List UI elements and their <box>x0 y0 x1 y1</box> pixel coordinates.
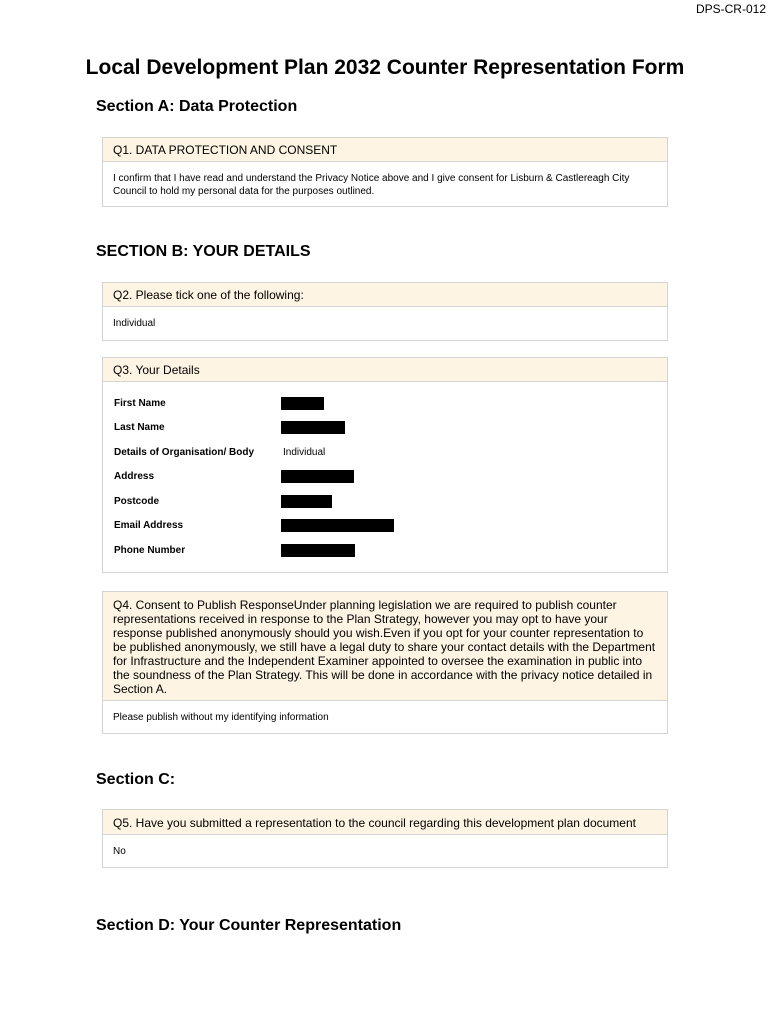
q1-question: Q1. DATA PROTECTION AND CONSENT <box>103 138 667 162</box>
redacted-value <box>281 416 394 441</box>
section-d-heading: Section D: Your Counter Representation <box>96 917 402 934</box>
q5-answer: No <box>113 846 126 857</box>
redacted-value <box>281 465 394 490</box>
section-a-heading: Section A: Data Protection <box>96 98 298 115</box>
details-row <box>113 538 394 563</box>
details-label: First Name <box>114 397 166 409</box>
details-label: Email Address <box>114 520 184 532</box>
details-table <box>113 391 394 563</box>
details-label: Postcode <box>114 495 160 507</box>
q4-box <box>102 591 668 734</box>
details-value: Individual <box>283 446 326 458</box>
q5-question: Q5. Have you submitted a representation to the council regarding this development plan document <box>103 810 667 835</box>
q4-answer: Please publish without my identifying information <box>113 712 329 723</box>
redacted-value <box>281 538 394 563</box>
details-row <box>113 489 394 514</box>
redacted-value <box>281 391 394 416</box>
document-id: DPS-CR-012 <box>695 2 766 16</box>
redaction-bar <box>281 397 324 410</box>
redaction-bar <box>281 470 354 483</box>
q2-box <box>102 282 668 341</box>
q5-box <box>102 809 668 868</box>
details-row <box>113 514 394 539</box>
redaction-bar <box>281 421 345 434</box>
details-row <box>113 440 394 465</box>
section-c-heading: Section C: <box>96 771 176 788</box>
q1-answer: I confirm that I have read and understand the Privacy Notice above and I give consent for Lisburn & Castlereagh City Council to hold my personal data for the purposes outlined. <box>113 173 630 197</box>
details-label: Address <box>114 471 155 483</box>
q2-question: Q2. Please tick one of the following: <box>103 283 667 307</box>
q2-answer: Individual <box>113 318 156 329</box>
q3-details <box>103 382 667 571</box>
details-row <box>113 416 394 441</box>
section-b-heading: SECTION B: YOUR DETAILS <box>96 243 311 260</box>
redacted-value <box>281 514 394 539</box>
details-label: Last Name <box>114 422 165 434</box>
page-title: Local Development Plan 2032 Counter Representation Form <box>85 56 685 79</box>
details-row <box>113 465 394 490</box>
redacted-value <box>281 489 394 514</box>
q3-box <box>102 357 668 573</box>
redaction-bar <box>281 519 394 532</box>
q1-box <box>102 137 668 207</box>
q3-question: Q3. Your Details <box>103 358 667 382</box>
details-row <box>113 391 394 416</box>
redaction-bar <box>281 544 355 557</box>
details-label: Phone Number <box>114 544 186 556</box>
details-label: Details of Organisation/ Body <box>114 446 255 458</box>
redaction-bar <box>281 495 332 508</box>
q4-question: Q4. Consent to Publish ResponseUnder planning legislation we are required to publish counter representations received in response to the Plan Strategy, however you may opt to have your response published anonymously should you wish.Even if you opt for your counter representation to be published anonymously, we still have a legal duty to share your contact details with the Department for Infrastructure and the Independent Examiner appointed to oversee the examination in public into the soundness of the Plan Strategy. This will be done in accordance with the privacy notice detailed in Section A. <box>103 592 667 701</box>
